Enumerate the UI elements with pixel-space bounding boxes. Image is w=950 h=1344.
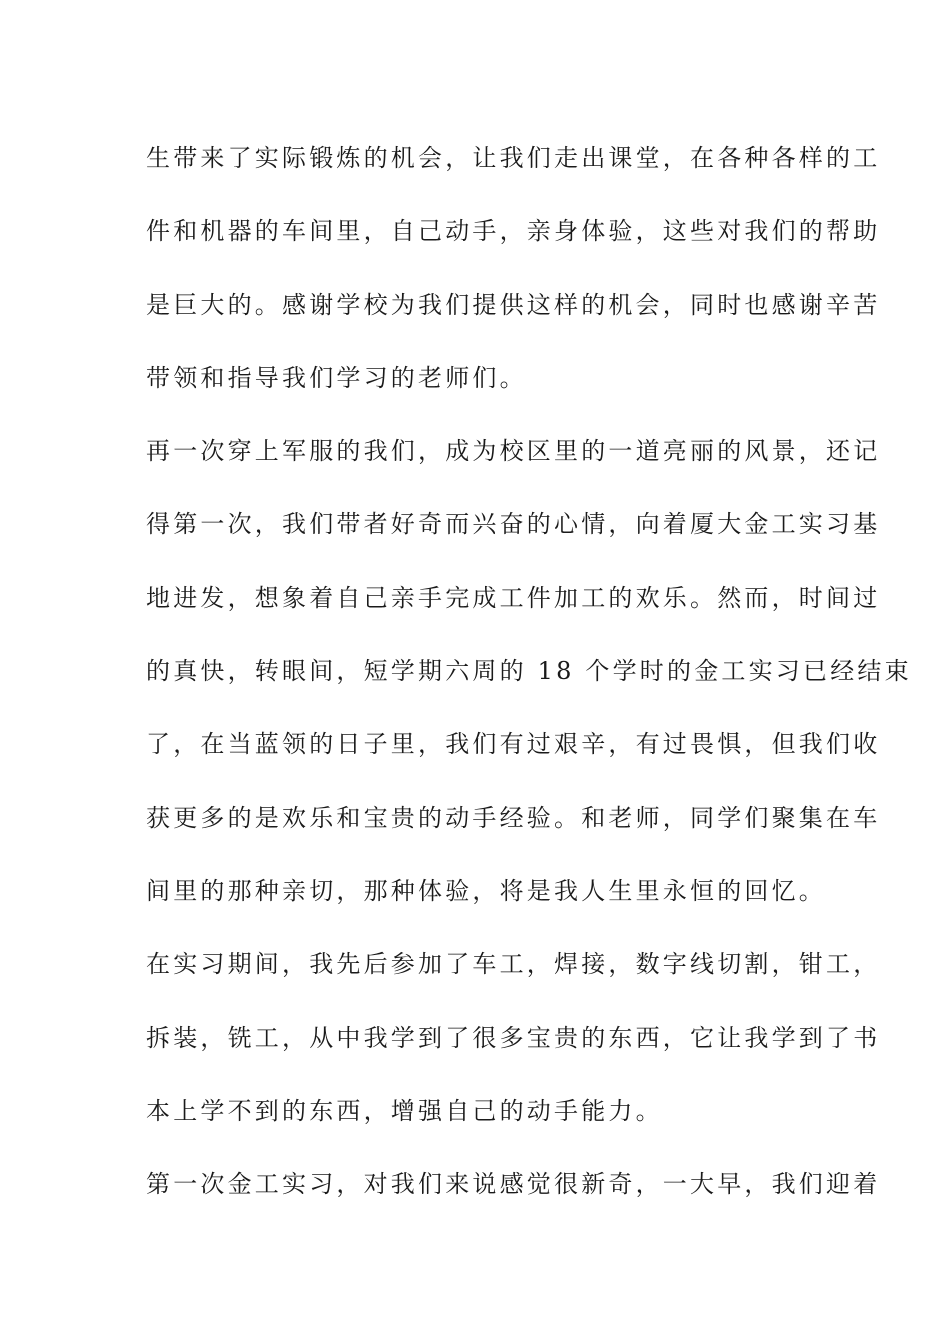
body-text	[146, 128, 912, 1227]
text-line: 本上学不到的东西，增强自己的动手能力。	[146, 1096, 663, 1125]
text-line: 的真快，转眼间，短学期六周的 18 个学时的金工实习已经结束	[146, 657, 912, 686]
text-line: 地进发，想象着自己亲手完成工件加工的欢乐。然而，时间过	[146, 583, 881, 612]
text-line: 带领和指导我们学习的老师们。	[146, 363, 527, 392]
text-line: 得第一次，我们带者好奇而兴奋的心情，向着厦大金工实习基	[146, 510, 881, 539]
text-line: 生带来了实际锻炼的机会，让我们走出课堂，在各种各样的工	[146, 144, 881, 172]
text-line: 间里的那种亲切，那种体验，将是我人生里永恒的回忆。	[146, 876, 826, 905]
text-line: 件和机器的车间里，自己动手，亲身体验，这些对我们的帮助	[146, 217, 881, 246]
text-line: 拆装，铣工，从中我学到了很多宝贵的东西，它让我学到了书	[146, 1023, 881, 1052]
text-line: 再一次穿上军服的我们，成为校区里的一道亮丽的风景，还记	[146, 437, 881, 466]
text-line: 是巨大的。感谢学校为我们提供这样的机会，同时也感谢辛苦	[146, 290, 881, 319]
text-line: 获更多的是欢乐和宝贵的动手经验。和老师，同学们聚集在车	[146, 803, 881, 832]
text-line: 第一次金工实习，对我们来说感觉很新奇，一大早，我们迎着	[146, 1170, 881, 1199]
text-line: 在实习期间，我先后参加了车工，焊接，数字线切割，钳工，	[146, 950, 881, 979]
text-line: 了，在当蓝领的日子里，我们有过艰辛，有过畏惧，但我们收	[146, 730, 881, 759]
